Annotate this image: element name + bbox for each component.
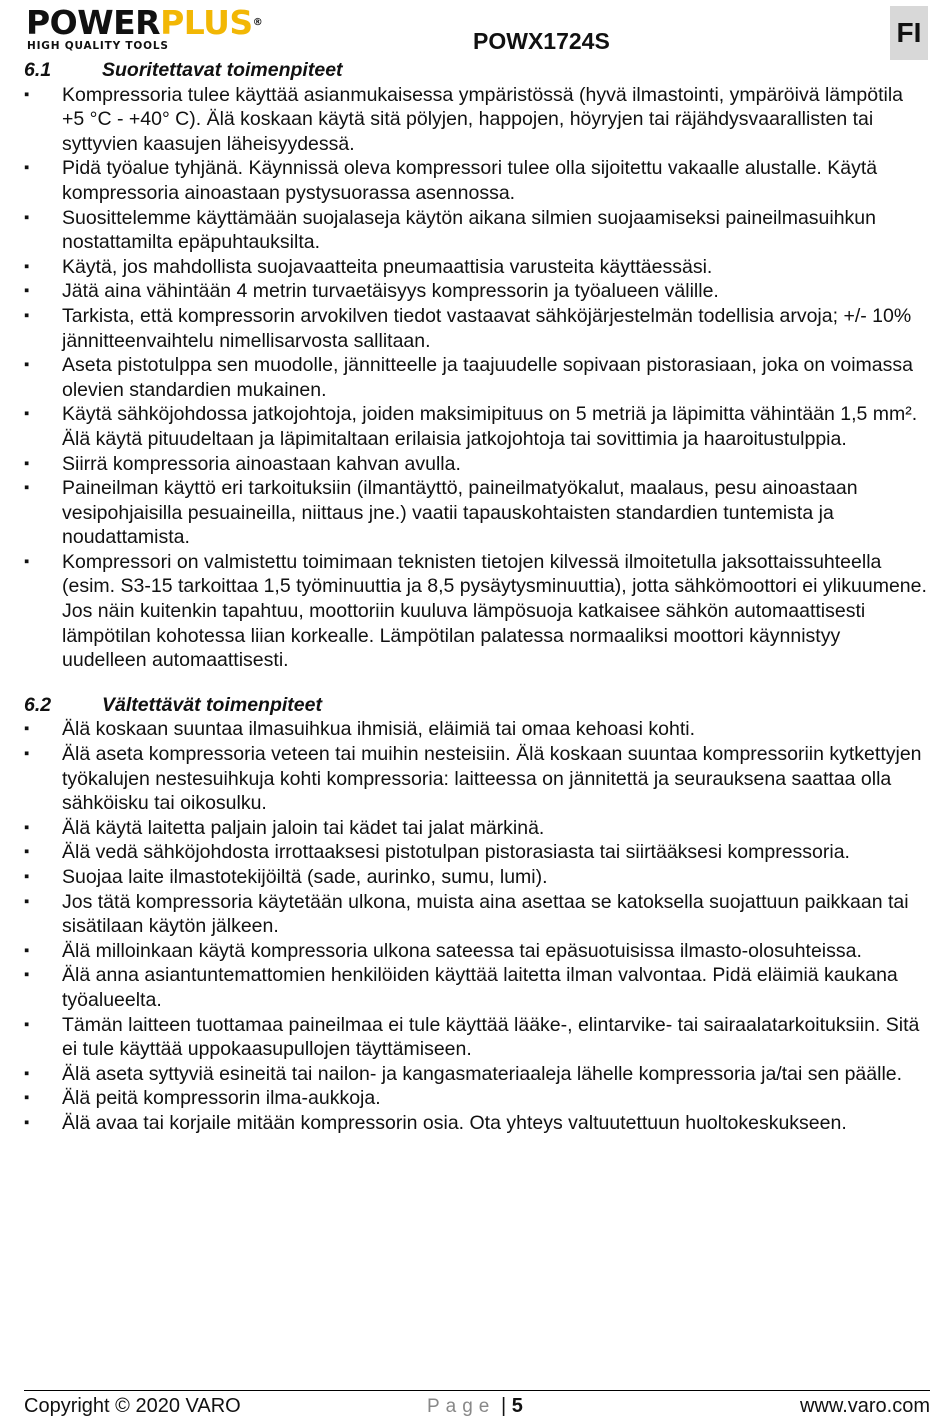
section-number: 6.1 <box>24 59 52 81</box>
list-item <box>24 83 930 157</box>
list-item-text: Käytä, jos mahdollista suojavaatteita pneumaattisia varusteita käyttäessäsi. <box>62 255 713 278</box>
page-indicator <box>427 1395 523 1418</box>
bullet-list <box>24 717 930 1135</box>
list-item <box>24 476 930 550</box>
bullet-icon: ▪ <box>24 85 30 103</box>
list-item-text: Käytä sähköjohdossa jatkojohtoja, joiden maksimipituus on 5 metriä ja läpimitta vähintään 1,5 mm². Älä käytä pituudeltaan ja läpimitaltaan erilaisia jatkojohtoja tai sovittimia ja haaroitustulppia. <box>62 403 918 450</box>
list-item <box>24 353 930 402</box>
bullet-icon: ▪ <box>24 941 30 959</box>
list-item <box>24 206 930 255</box>
list-item <box>24 816 930 841</box>
page-separator: | <box>500 1395 507 1417</box>
list-item <box>24 156 930 205</box>
logo-registered-mark: ® <box>252 17 263 28</box>
bullet-icon: ▪ <box>24 454 30 472</box>
bullet-icon: ▪ <box>24 892 30 910</box>
page-label: Page <box>427 1396 496 1417</box>
list-item-text: Paineilman käyttö eri tarkoituksiin (ilmantäyttö, paineilmatyökalut, maalaus, pesu ainoastaan vesipohjaisilla pesuaineilla, niittaus jne.) vaatii tapauskohtaisten standardien tuntemista ja noudattamista. <box>62 477 858 549</box>
list-item-text: Jos tätä kompressoria käytetään ulkona, muista aina asettaa se katoksella suojattuun paikkaan tai sisätilaan käytön jälkeen. <box>62 890 909 938</box>
bullet-icon: ▪ <box>24 159 30 177</box>
bullet-icon: ▪ <box>24 1113 30 1131</box>
list-item-text: Älä avaa tai korjaile mitään kompressorin osia. Ota yhteys valtuutettuun huoltokeskukseen. <box>62 1111 847 1134</box>
list-item <box>24 742 930 816</box>
bullet-icon: ▪ <box>24 818 30 836</box>
list-item-text: Suojaa laite ilmastotekijöiltä (sade, aurinko, sumu, lumi). <box>62 866 548 888</box>
list-item-text: Pidä työalue tyhjänä. Käynnissä oleva kompressori tulee olla sijoitettu vakaalle alustalle. Käytä kompressoria ainoastaan pystysuorassa asennossa. <box>62 157 878 204</box>
bullet-icon: ▪ <box>24 552 30 570</box>
list-item <box>24 452 930 477</box>
logo-text-power: POWER <box>26 3 161 42</box>
section-heading <box>24 693 930 718</box>
page-header <box>0 0 950 60</box>
bullet-icon: ▪ <box>24 282 30 300</box>
list-item-text: Älä milloinkaan käytä kompressoria ulkona sateessa tai epäsuotuisissa ilmasto-olosuhteissa. <box>62 939 862 962</box>
list-item-text: Kompressori on valmistettu toimimaan teknisten tietojen kilvessä ilmoitetulla jaksottaissuhteella (esim. S3-15 tarkoittaa 1,5 työminuuttia ja 8,5 pysäytysminuuttia), jotta sähkömoottori ei ylikuumene. Jos näin kuitenkin tapahtuu, moottoriin kuuluva lämpösuoja katkaisee sähkön automaattisesti lämpötilan kohotessa liian korkealle. Lämpötilan palatessa normaaliksi moottori käynnistyy uudelleen automaattisesti. <box>62 550 927 672</box>
copyright-text: Copyright © 2020 VARO <box>24 1395 241 1417</box>
bullet-icon: ▪ <box>24 868 30 885</box>
list-item <box>24 939 930 964</box>
list-item-text: Siirrä kompressoria ainoastaan kahvan avulla. <box>62 452 461 475</box>
list-item <box>24 865 930 890</box>
list-item <box>24 890 930 939</box>
bullet-icon: ▪ <box>24 1089 30 1107</box>
list-item-text: Älä koskaan suuntaa ilmasuihkua ihmisiä, eläimiä tai omaa kehoasi kohti. <box>62 718 695 741</box>
list-item <box>24 255 930 280</box>
bullet-icon: ▪ <box>24 479 30 497</box>
list-item-text: Älä peitä kompressorin ilma-aukkoja. <box>62 1087 381 1110</box>
list-item <box>24 840 930 865</box>
bullet-icon: ▪ <box>24 356 30 374</box>
list-item-text: Älä aseta kompressoria veteen tai muihin nesteisiin. Älä koskaan suuntaa kompressoriin kytkettyjen työkalujen nestesuihkuja kohti kompressoria: laitteessa on jännitettä ja seurauksena saattaa olla sähköisku tai oikosulku. <box>62 743 922 815</box>
list-item-text: Aseta pistotulppa sen muodolle, jännitteelle ja taajuudelle sopivaan pistorasiaan, joka on voimassa olevien standardien mukainen. <box>62 354 913 401</box>
section-heading <box>24 58 930 83</box>
website-link[interactable]: www.varo.com <box>799 1395 930 1417</box>
document-body <box>24 58 930 1136</box>
bullet-icon: ▪ <box>24 966 30 984</box>
bullet-icon: ▪ <box>24 843 30 861</box>
bullet-list <box>24 83 930 673</box>
model-number: POWX1724S <box>473 28 610 54</box>
section-title: Vältettävät toimenpiteet <box>102 693 322 716</box>
bullet-icon: ▪ <box>24 720 30 738</box>
list-item <box>24 1013 930 1062</box>
list-item <box>24 963 930 1012</box>
bullet-icon: ▪ <box>24 208 30 226</box>
bullet-icon: ▪ <box>24 306 30 324</box>
list-item <box>24 1086 930 1111</box>
section-6-2 <box>24 693 930 1136</box>
bullet-icon: ▪ <box>24 405 30 423</box>
list-item-text: Älä käytä laitetta paljain jaloin tai kädet tai jalat märkinä. <box>62 816 545 839</box>
list-item-text: Tarkista, että kompressorin arvokilven tiedot vastaavat sähköjärjestelmän todellisia arvoja; +/- 10% jännitteenvaihtelu nimellisarvosta sallitaan. <box>62 304 912 352</box>
list-item <box>24 279 930 304</box>
list-item-text: Suosittelemme käyttämään suojalaseja käytön aikana silmien suojaamiseksi paineilmasuihkun nostattamilta epäpuhtauksilta. <box>62 206 877 254</box>
list-item-text: Älä aseta syttyviä esineitä tai nailon- ja kangasmateriaaleja lähelle kompressoria ja/tai sen päälle. <box>62 1062 903 1085</box>
bullet-icon: ▪ <box>24 745 30 763</box>
language-badge: FI <box>890 6 928 60</box>
bullet-icon: ▪ <box>24 1015 30 1033</box>
section-title: Suoritettavat toimenpiteet <box>102 59 343 81</box>
list-item <box>24 402 930 451</box>
section-6-1 <box>24 58 930 673</box>
list-item <box>24 1111 930 1136</box>
list-item-text: Älä anna asiantuntemattomien henkilöiden käyttää laitetta ilman valvontaa. Pidä eläimiä kaukana työalueelta. <box>62 964 898 1011</box>
list-item-text: Tämän laitteen tuottamaa paineilmaa ei tule käyttää lääke-, elintarvike- tai sairaalatarkoituksiin. Sitä ei tule käyttää uppokaasupullojen täyttämiseen. <box>62 1013 920 1061</box>
list-item-text: Kompressoria tulee käyttää asianmukaisessa ympäristössä (hyvä ilmastointi, ympäröivä lämpötila +5 °C - +40° C). Älä koskaan käytä sitä pölyjen, happojen, höyryjen tai räjähdysvaarallisten tai syttyvien kaasujen läheisyydessä. <box>62 83 904 155</box>
list-item <box>24 1062 930 1087</box>
footer-divider <box>24 1390 930 1391</box>
section-number: 6.2 <box>24 693 52 716</box>
logo-tagline: HIGH QUALITY TOOLS <box>27 40 169 52</box>
list-item <box>24 304 930 353</box>
bullet-icon: ▪ <box>24 257 30 275</box>
page-number: 5 <box>511 1395 523 1417</box>
bullet-icon: ▪ <box>24 1064 30 1082</box>
list-item <box>24 550 930 673</box>
list-item-text: Älä vedä sähköjohdosta irrottaaksesi pistotulpan pistorasiasta tai siirtääksesi kompressoria. <box>62 841 850 864</box>
logo-text-plus: PLUS <box>160 3 253 42</box>
list-item-text: Jätä aina vähintään 4 metrin turvaetäisyys kompressorin ja työalueen välille. <box>62 280 719 303</box>
powerplus-logo <box>26 3 263 52</box>
list-item <box>24 717 930 742</box>
